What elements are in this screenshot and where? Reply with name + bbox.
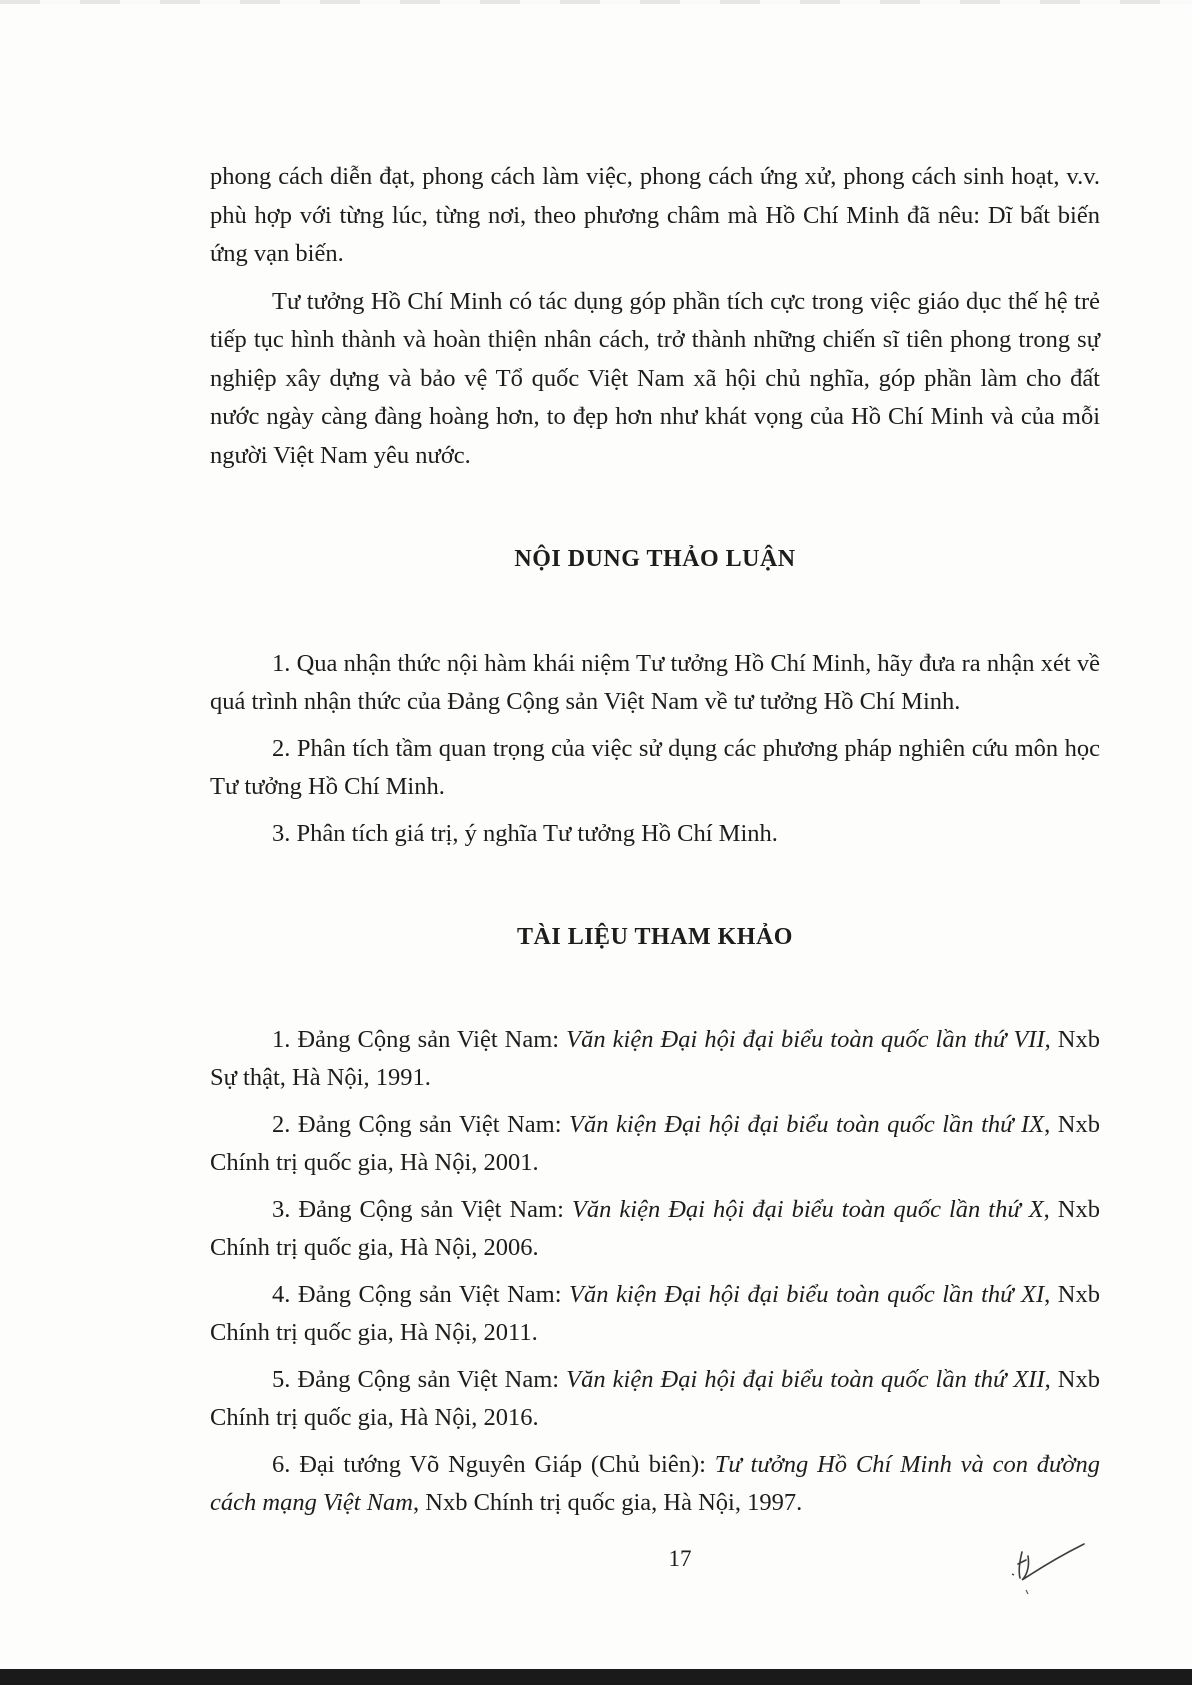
reference-title: Văn kiện Đại hội đại biểu toàn quốc lần thứ VII [566, 1025, 1045, 1053]
reference-tail: , Nxb Chính trị quốc gia, Hà Nội, 2001. [210, 1110, 1100, 1176]
references-heading: TÀI LIỆU THAM KHẢO [517, 924, 793, 950]
reference-item-1 [210, 1021, 1100, 1098]
reference-title: Văn kiện Đại hội đại biểu toàn quốc lần thứ X [571, 1195, 1044, 1223]
discussion-heading: NỘI DUNG THẢO LUẬN [514, 546, 796, 572]
body-paragraph: Tư tưởng Hồ Chí Minh có tác dụng góp phần tích cực trong việc giáo dục thế hệ trẻ tiếp tục hình thành và hoàn thiện nhân cách, trở thành những chiến sĩ tiên phong trong sự nghiệp xây dựng và bảo vệ Tổ quốc Việt Nam xã hội chủ nghĩa, góp phần làm cho đất nước ngày càng đàng hoàng hơn, to đẹp hơn như khát vọng của Hồ Chí Minh và của mỗi người Việt Nam yêu nước. [210, 287, 1100, 469]
reference-lead: 5. Đảng Cộng sản Việt Nam: [272, 1365, 567, 1393]
reference-tail: , Nxb Chính trị quốc gia, Hà Nội, 1997. [413, 1489, 803, 1516]
reference-tail: , Nxb Chính trị quốc gia, Hà Nội, 2006. [210, 1195, 1100, 1261]
reference-title: Văn kiện Đại hội đại biểu toàn quốc lần thứ IX [569, 1110, 1045, 1138]
signature-mark [1000, 1530, 1100, 1600]
continued-paragraph: phong cách diễn đạt, phong cách làm việc, phong cách ứng xử, phong cách sinh hoạt, v.v. phù hợp với từng lúc, từng nơi, theo phương châm mà Hồ Chí Minh đã nêu: Dĩ bất biến ứng vạn biến. [210, 163, 1100, 267]
page-content [210, 158, 1100, 1523]
discussion-question-3: 3. Phân tích giá trị, ý nghĩa Tư tưởng Hồ Chí Minh. [272, 819, 778, 847]
discussion-question-2: 2. Phân tích tầm quan trọng của việc sử dụng các phương pháp nghiên cứu môn học Tư tưởng Hồ Chí Minh. [210, 734, 1100, 800]
discussion-question-1: 1. Qua nhận thức nội hàm khái niệm Tư tưởng Hồ Chí Minh, hãy đưa ra nhận xét về quá trình nhận thức của Đảng Cộng sản Việt Nam về tư tưởng Hồ Chí Minh. [210, 649, 1100, 715]
page-number: 17 [668, 1546, 692, 1571]
reference-item-4 [210, 1276, 1100, 1353]
reference-lead: 4. Đảng Cộng sản Việt Nam: [272, 1280, 570, 1308]
reference-item-6 [210, 1446, 1100, 1523]
scan-top-edge [0, 0, 1192, 4]
reference-title: Tư tưởng Hồ Chí Minh và con đường cách mạng Việt Nam [210, 1450, 1100, 1516]
reference-item-5 [210, 1361, 1100, 1438]
reference-lead: 3. Đảng Cộng sản Việt Nam: [272, 1195, 572, 1223]
reference-tail: , Nxb Sự thật, Hà Nội, 1991. [210, 1025, 1101, 1091]
reference-title: Văn kiện Đại hội đại biểu toàn quốc lần thứ XI [569, 1280, 1045, 1308]
reference-tail: , Nxb Chính trị quốc gia, Hà Nội, 2016. [210, 1365, 1101, 1431]
reference-item-3 [210, 1191, 1100, 1268]
reference-item-2 [210, 1106, 1100, 1183]
scan-bottom-edge [0, 1669, 1192, 1685]
reference-lead: 2. Đảng Cộng sản Việt Nam: [272, 1110, 570, 1138]
reference-lead: 1. Đảng Cộng sản Việt Nam: [272, 1025, 567, 1053]
reference-title: Văn kiện Đại hội đại biểu toàn quốc lần thứ XII [566, 1365, 1045, 1393]
reference-lead: 6. Đại tướng Võ Nguyên Giáp (Chủ biên): [272, 1450, 715, 1478]
reference-tail: , Nxb Chính trị quốc gia, Hà Nội, 2011. [210, 1280, 1100, 1346]
